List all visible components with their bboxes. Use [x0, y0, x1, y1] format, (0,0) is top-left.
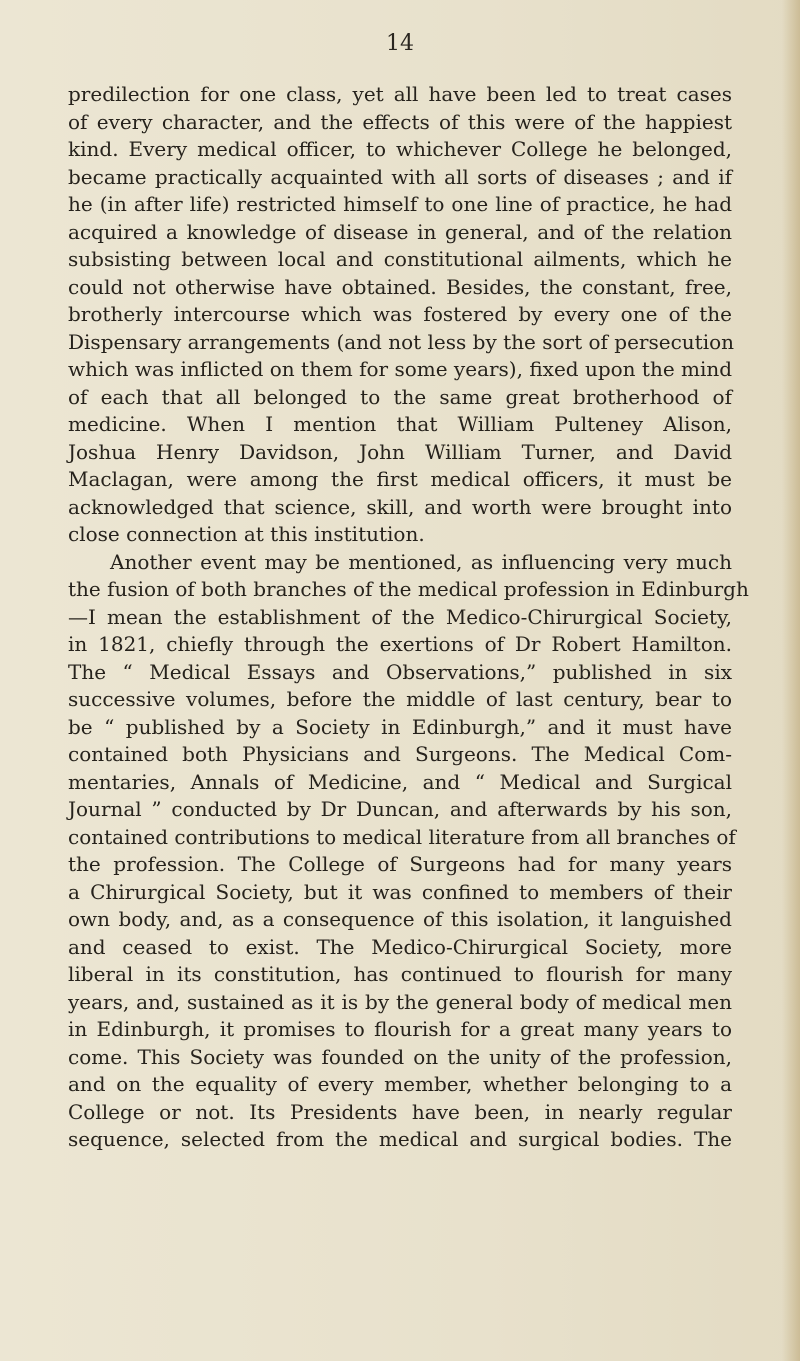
text-line: be “ published by a Society in Edinburgh,” and it must have — [68, 714, 732, 739]
text-line: The “ Medical Essays and Observations,” published in six — [68, 659, 732, 684]
text-line: predilection for one class, yet all have been led to treat cases — [68, 82, 732, 106]
text-line: come. This Society was founded on the unity of the profession, — [68, 1044, 732, 1069]
paragraph-end-line: close connection at this institution. — [68, 522, 425, 546]
text-line: years, and, sustained as it is by the general body of medical men — [68, 989, 732, 1014]
text-line: kind. Every medical officer, to whichever College he belonged, — [68, 137, 732, 161]
text-line: Maclagan, were among the first medical officers, it must be — [68, 467, 732, 491]
text-line: in Edinburgh, it promises to flourish for a great many years to — [68, 1017, 732, 1041]
text-line: Dispensary arrangements (and not less by the sort of persecution — [68, 329, 735, 354]
page-number: 14 — [386, 31, 414, 56]
text-line: which was inflicted on them for some years), fixed upon the mind — [68, 357, 733, 381]
text-line: medicine. When I mention that William Pulteney Alison, — [68, 412, 732, 436]
text-line: contained contributions to medical literature from all branches of — [68, 824, 736, 849]
text-line: —I mean the establishment of the Medico-Chirurgical Society, — [68, 604, 732, 629]
text-line: successive volumes, before the middle of last century, bear to — [68, 687, 732, 711]
text-line: in 1821, chiefly through the exertions of Dr Robert Hamilton. — [68, 632, 732, 656]
text-line: the profession. The College of Surgeons had for many years — [68, 852, 732, 876]
text-line: and ceased to exist. The Medico-Chirurgical Society, more — [68, 934, 732, 959]
text-line: College or not. Its Presidents have been, in nearly regular — [68, 1099, 732, 1124]
text-line: Joshua Henry Davidson, John William Turner, and David — [68, 439, 732, 464]
text-line: acquired a knowledge of disease in general, and of the relation — [68, 219, 732, 244]
text-line: contained both Physicians and Surgeons. The Medical Com- — [68, 742, 732, 766]
text-line: he (in after life) restricted himself to one line of practice, he had — [68, 192, 732, 216]
text-line: and on the equality of every member, whether belonging to a — [68, 1072, 732, 1096]
text-line: liberal in its constitution, has continued to flourish for many — [68, 962, 732, 986]
text-line: the fusion of both branches of the medical profession in Edinburgh — [68, 577, 749, 601]
text-line: of each that all belonged to the same great brotherhood of — [68, 384, 732, 409]
text-line: a Chirurgical Society, but it was confined to members of their — [68, 879, 732, 904]
text-line: Journal ” conducted by Dr Duncan, and afterwards by his son, — [68, 797, 732, 821]
body-text — [68, 81, 749, 1154]
text-line: subsisting between local and constitutional ailments, which he — [68, 247, 732, 271]
text-line: could not otherwise have obtained. Besides, the constant, free, — [68, 274, 732, 299]
text-line: own body, and, as a consequence of this isolation, it languished — [68, 907, 732, 931]
text-line: acknowledged that science, skill, and worth were brought into — [68, 494, 732, 519]
text-line: of every character, and the effects of this were of the happiest — [68, 109, 732, 134]
text-line: sequence, selected from the medical and surgical bodies. The — [68, 1127, 732, 1151]
text-line: brotherly intercourse which was fostered by every one of the — [68, 302, 732, 326]
text-line: became practically acquainted with all sorts of diseases ; and if — [68, 164, 732, 189]
paragraph-start-line: Another event may be mentioned, as influencing very much — [110, 549, 732, 574]
page-edge-shadow — [782, 0, 800, 1361]
text-line: mentaries, Annals of Medicine, and “ Medical and Surgical — [68, 769, 732, 794]
